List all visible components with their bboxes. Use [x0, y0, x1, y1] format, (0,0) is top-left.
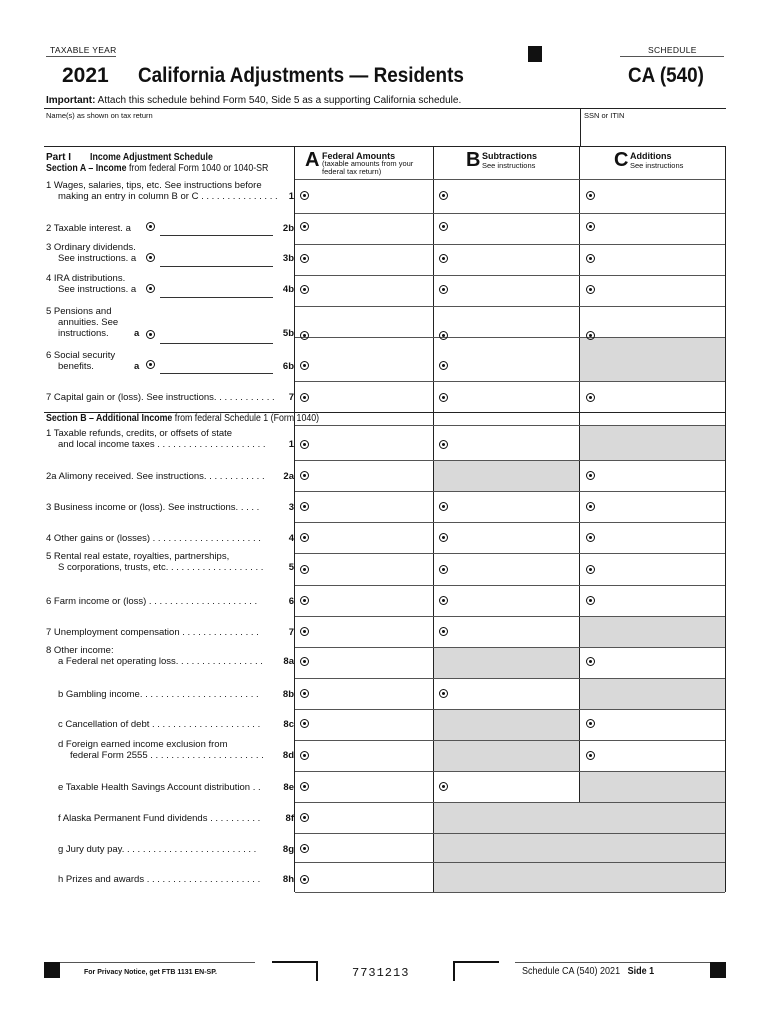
divider — [580, 108, 581, 146]
column-c-subtitle: See instructions — [630, 161, 684, 170]
row-a5a-radio[interactable] — [146, 330, 155, 339]
row-a2-label: 2 Taxable interest. a 2b — [46, 223, 294, 234]
row-divider — [295, 647, 725, 648]
col-a-b8h-radio[interactable] — [300, 875, 309, 884]
col-a-line-7-radio[interactable] — [300, 393, 309, 402]
divider — [515, 962, 710, 963]
divider — [46, 56, 116, 57]
col-b-b1-radio[interactable] — [439, 440, 448, 449]
col-b-line-2b-radio[interactable] — [439, 222, 448, 231]
row-divider — [295, 244, 725, 245]
col-b-b3-radio[interactable] — [439, 502, 448, 511]
ssn-field[interactable] — [582, 118, 724, 142]
registration-mark — [710, 962, 726, 978]
row-divider — [295, 585, 725, 586]
col-c-b2a-radio[interactable] — [586, 471, 595, 480]
row-divider — [295, 892, 725, 893]
col-a-b8b-radio[interactable] — [300, 689, 309, 698]
col-c-line-5b-radio[interactable] — [586, 331, 595, 340]
col-a-b3-radio[interactable] — [300, 502, 309, 511]
shaded-cell — [580, 425, 725, 460]
row-a7-label: 7 Capital gain or (loss). See instructions. . . . . . . . . . . . 7 — [46, 392, 294, 403]
col-c-b3-radio[interactable] — [586, 502, 595, 511]
col-c-line-7-radio[interactable] — [586, 393, 595, 402]
row-b1-label: 1 Taxable refunds, credits, or offsets of state and local income taxes . . . . . . . . . . . . . . . . . . . . . 1 — [46, 428, 294, 450]
column-a-subtitle: (taxable amounts from your federal tax return) — [322, 159, 414, 176]
col-a-b8g-radio[interactable] — [300, 844, 309, 853]
column-b-title: Subtractions — [482, 151, 538, 161]
column-divider — [294, 146, 295, 892]
row-b8b-label: b Gambling income. . . . . . . . . . . . . . . . . . . . . . . 8b — [58, 689, 294, 700]
names-label: Name(s) as shown on tax return — [46, 111, 153, 120]
row-divider — [295, 771, 725, 772]
row-divider — [295, 275, 725, 276]
col-b-b4-radio[interactable] — [439, 533, 448, 542]
col-a-b8e-radio[interactable] — [300, 782, 309, 791]
col-b-b8e-radio[interactable] — [439, 782, 448, 791]
col-a-b8a-radio[interactable] — [300, 657, 309, 666]
corner-mark — [272, 961, 318, 981]
row-a3-label: 3 Ordinary dividends. See instructions. a 3b — [46, 242, 294, 264]
row-divider — [295, 616, 725, 617]
registration-mark — [44, 962, 60, 978]
form-code: 7731213 — [352, 966, 410, 980]
divider — [44, 108, 726, 109]
row-divider — [295, 709, 725, 710]
row-divider — [295, 740, 725, 741]
row-b8g-label: g Jury duty pay. . . . . . . . . . . . . . . . . . . . . . . . . . 8g — [58, 844, 294, 855]
column-divider — [725, 146, 726, 892]
col-c-line-4b-radio[interactable] — [586, 285, 595, 294]
shaded-cell — [580, 337, 725, 381]
row-b7-label: 7 Unemployment compensation . . . . . . . . . . . . . . . 7 — [46, 627, 294, 638]
col-c-b8c-radio[interactable] — [586, 719, 595, 728]
row-b8h-label: h Prizes and awards . . . . . . . . . . . . . . . . . . . . . . 8h — [58, 874, 294, 885]
row-a1-label: 1 Wages, salaries, tips, etc. See instructions before making an entry in column B or C . . . . . . . . . . . . . . . 1 — [46, 180, 294, 202]
col-b-b5-radio[interactable] — [439, 565, 448, 574]
col-b-line-5b-radio[interactable] — [439, 331, 448, 340]
registration-mark — [528, 46, 542, 62]
col-b-line-1-radio[interactable] — [439, 191, 448, 200]
col-b-line-6b-radio[interactable] — [439, 361, 448, 370]
shaded-cell — [434, 802, 725, 892]
row-b8e-label: e Taxable Health Savings Account distribution . . 8e — [58, 782, 294, 793]
col-a-b1-radio[interactable] — [300, 440, 309, 449]
col-a-b8c-radio[interactable] — [300, 719, 309, 728]
row-divider — [295, 862, 725, 863]
col-a-b4-radio[interactable] — [300, 533, 309, 542]
col-a-b5-radio[interactable] — [300, 565, 309, 574]
col-c-line-1-radio[interactable] — [586, 191, 595, 200]
col-c-b8a-radio[interactable] — [586, 657, 595, 666]
schedule-code: CA (540) — [628, 64, 704, 87]
col-a-line-2b-radio[interactable] — [300, 222, 309, 231]
col-c-b5-radio[interactable] — [586, 565, 595, 574]
part-title: Income Adjustment Schedule — [90, 152, 213, 163]
col-c-line-2b-radio[interactable] — [586, 222, 595, 231]
form-title: California Adjustments — Residents — [138, 64, 464, 87]
taxable-year-label: TAXABLE YEAR — [50, 45, 117, 55]
col-a-b8d-radio[interactable] — [300, 751, 309, 760]
col-a-line-6b-radio[interactable] — [300, 361, 309, 370]
col-b-b6-radio[interactable] — [439, 596, 448, 605]
column-a-title: Federal Amounts — [322, 151, 396, 161]
col-a-line-5b-radio[interactable] — [300, 331, 309, 340]
row-b4-label: 4 Other gains or (losses) . . . . . . . . . . . . . . . . . . . . . 4 — [46, 533, 294, 544]
row-b2a-label: 2a Alimony received. See instructions. . . . . . . . . . . . 2a — [46, 471, 294, 482]
col-b-line-7-radio[interactable] — [439, 393, 448, 402]
row-a3a-field — [160, 266, 273, 267]
row-divider — [295, 522, 725, 523]
col-b-line-4b-radio[interactable] — [439, 285, 448, 294]
col-a-b7-radio[interactable] — [300, 627, 309, 636]
column-c-title: Additions — [630, 151, 672, 161]
corner-mark — [453, 961, 499, 981]
ssn-label: SSN or ITIN — [584, 111, 625, 120]
col-a-b8f-radio[interactable] — [300, 813, 309, 822]
row-a3a-radio[interactable] — [146, 253, 155, 262]
divider — [620, 56, 724, 57]
row-b5-label: 5 Rental real estate, royalties, partnerships, S corporations, trusts, etc. . . . . . . . . . . . . . . . . . . 5 — [46, 551, 294, 573]
names-field[interactable] — [44, 118, 580, 142]
row-a5a-field — [160, 343, 273, 344]
row-divider — [295, 833, 725, 834]
divider — [44, 146, 726, 147]
col-a-line-4b-radio[interactable] — [300, 285, 309, 294]
privacy-notice: For Privacy Notice, get FTB 1131 EN-SP. — [84, 969, 217, 976]
column-a-letter: A — [305, 149, 320, 171]
row-divider — [295, 460, 725, 461]
col-b-b7-radio[interactable] — [439, 627, 448, 636]
row-divider — [295, 381, 725, 382]
shaded-cell — [580, 678, 725, 709]
row-divider — [295, 802, 725, 803]
row-divider — [295, 491, 725, 492]
row-divider — [295, 306, 725, 307]
row-a4-label: 4 IRA distributions. See instructions. a 4b — [46, 273, 294, 295]
row-a5-label: 5 Pensions and annuities. See instructions. a 5b — [46, 306, 294, 339]
column-b-letter: B — [466, 149, 481, 171]
col-c-line-3b-radio[interactable] — [586, 254, 595, 263]
schedule-label: SCHEDULE — [648, 45, 697, 55]
col-c-b4-radio[interactable] — [586, 533, 595, 542]
row-b8c-label: c Cancellation of debt . . . . . . . . . . . . . . . . . . . . . 8c — [58, 719, 294, 730]
row-a4a-radio[interactable] — [146, 284, 155, 293]
row-a6a-radio[interactable] — [146, 360, 155, 369]
row-a6-label: 6 Social security benefits. a 6b — [46, 350, 294, 372]
row-a4a-field — [160, 297, 273, 298]
shaded-cell — [580, 616, 725, 647]
shaded-cell — [580, 771, 725, 802]
col-a-b6-radio[interactable] — [300, 596, 309, 605]
row-a2a-radio[interactable] — [146, 222, 155, 231]
side-indicator: Schedule CA (540) 2021 Side 1 — [522, 966, 655, 977]
important-note: Important: Attach this schedule behind Form 540, Side 5 as a supporting California schedule. — [46, 95, 462, 106]
row-divider — [295, 425, 725, 426]
section-b-heading: Section B – Additional Income from federal Schedule 1 (Form 1040) — [46, 413, 320, 424]
row-b6-label: 6 Farm income or (loss) . . . . . . . . . . . . . . . . . . . . . 6 — [46, 596, 294, 607]
row-divider — [295, 213, 725, 214]
row-b8f-label: f Alaska Permanent Fund dividends . . . . . . . . . . 8f — [58, 813, 294, 824]
row-divider — [295, 553, 725, 554]
tax-year: 2021 — [62, 64, 109, 87]
col-a-line-1-radio[interactable] — [300, 191, 309, 200]
shaded-cell — [434, 647, 579, 678]
col-a-line-3b-radio[interactable] — [300, 254, 309, 263]
part-label: Part I — [46, 152, 72, 163]
row-a6a-field — [160, 373, 273, 374]
row-b3-label: 3 Business income or (loss). See instructions. . . . . 3 — [46, 502, 294, 513]
col-c-b8d-radio[interactable] — [586, 751, 595, 760]
row-divider — [295, 337, 725, 338]
col-b-line-3b-radio[interactable] — [439, 254, 448, 263]
column-divider — [433, 146, 434, 892]
row-divider — [295, 179, 725, 180]
section-a-heading: Section A – Income from federal Form 1040 or 1040-SR — [46, 163, 269, 174]
column-b-subtitle: See instructions — [482, 161, 536, 170]
row-divider — [295, 678, 725, 679]
row-b8a-label: 8 Other income: a Federal net operating loss. . . . . . . . . . . . . . . . . 8a — [46, 645, 294, 667]
divider — [60, 962, 255, 963]
col-a-b2a-radio[interactable] — [300, 471, 309, 480]
row-b8d-label: d Foreign earned income exclusion from federal Form 2555 . . . . . . . . . . . . . . . . . . . . . . 8d — [58, 739, 294, 761]
column-c-letter: C — [614, 149, 629, 171]
col-c-b6-radio[interactable] — [586, 596, 595, 605]
shaded-cell — [434, 460, 579, 491]
col-b-b8b-radio[interactable] — [439, 689, 448, 698]
row-a2a-field — [160, 235, 273, 236]
